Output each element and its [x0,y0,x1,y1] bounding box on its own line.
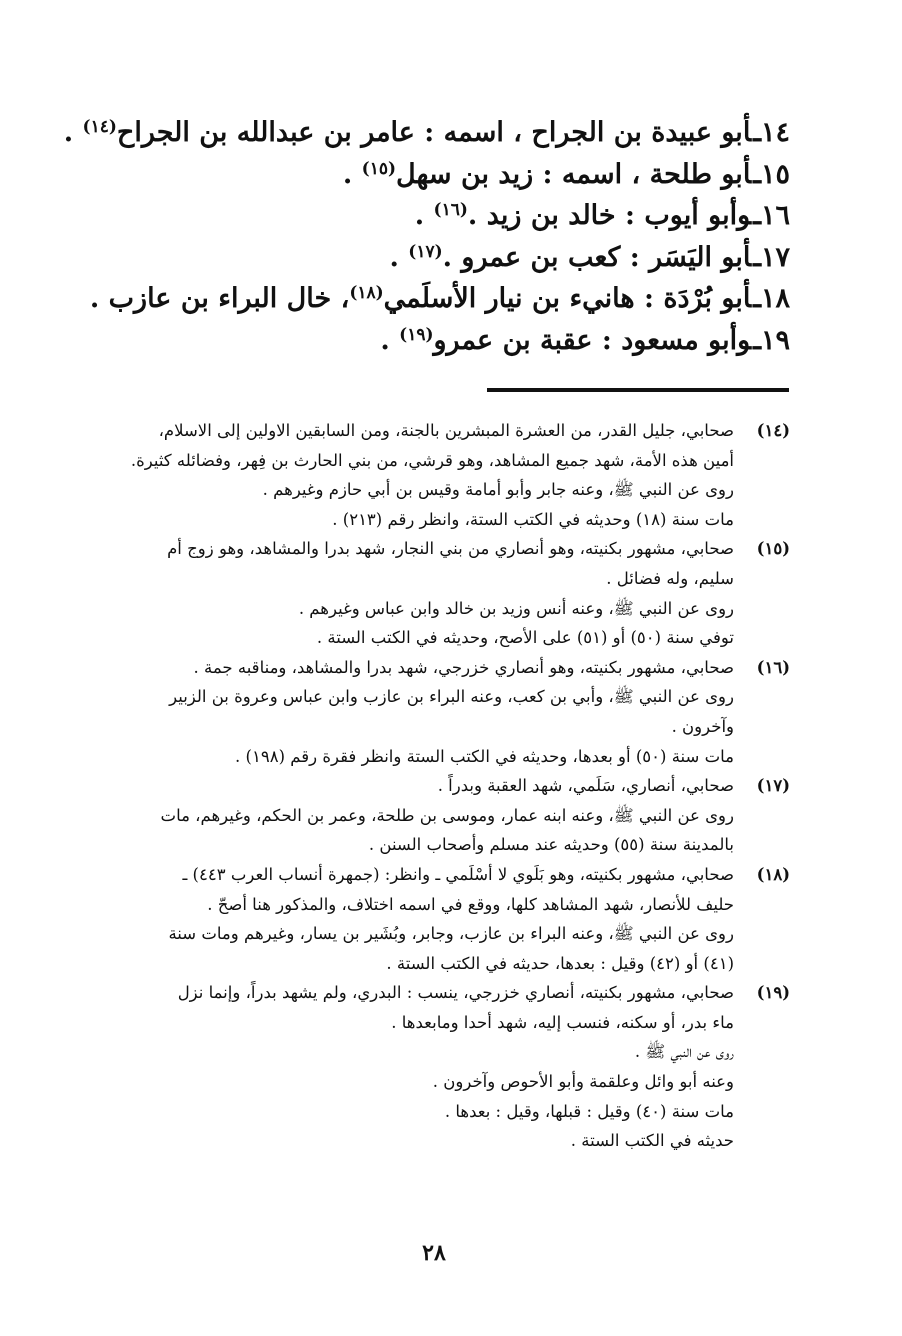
footnote-line: أمين هذه الأمة، شهد جميع المشاهد، وهو قرشي، من بني الحارث بن فِهر، وفضائله كثيرة. [130,450,734,470]
footnote-line: توفي سنة (٥٠) أو (٥١) على الأصح، وحديثه في الكتب الستة . [316,628,734,648]
entry-number: ١٥ـ [753,158,790,190]
entry-end: . [63,117,83,148]
footnote-line: روى عن النبي ﷺ، وعنه جابر وأبو أمامة وقيس بن أبي حازم وغيرهم . [262,480,734,500]
footnote-line: سليم، وله فضائل . [606,568,734,588]
footnote-line: ماء بدر، أو سكنه، فنسب إليه، شهد أحدا ومابعدها . [391,1012,734,1032]
footnote-line: مات سنة (٥٠) أو بعدها، وحديثه في الكتب الستة وانظر فقرة رقم (١٩٨) . [235,746,734,766]
footnote-separator [487,388,789,392]
footnote-line: بالمدينة سنة (٥٥) وحديثه عند مسلم وأصحاب السنن . [368,835,734,855]
entry-text: أبو اليَسَر : كعب بن عمرو . [442,241,752,273]
footnote-ref[interactable]: (١٦) [433,200,468,220]
footnote-18 [90,860,790,978]
footnote-19 [90,978,790,1156]
entry-end: . [389,241,409,273]
entry-end: . [342,158,362,190]
footnotes [90,416,790,1156]
footnote-number: (١٧) [756,776,790,796]
companion-entry-18 [70,278,790,320]
footnote-line: مات سنة (٤٠) وقيل : قبلها، وقيل : بعدها . [444,1101,734,1121]
entry-end: ، خال البراء بن عازب . [89,283,350,314]
footnote-line: صحابي، مشهور بكنيته، أنصاري خزرجي، ينسب : البدري، ولم يشهد بدراً، وإنما نزل [177,983,734,1003]
footnote-line: صحابي، مشهور بكنيته، وهو أنصاري من بني النجار، شهد بدرا والمشاهد، وهو زوج أم [167,539,734,559]
footnote-line: (٤١) أو (٤٢) وقيل : بعدها، حديثه في الكتب الستة . [386,953,734,973]
footnote-line: صحابي، مشهور بكنيته، وهو بَلَوي لا أسْلَمي ـ وانظر: (جمهرة أنساب العرب ٤٤٣) ـ [182,864,734,884]
footnote-number: (١٥) [756,539,790,559]
companion-entry-16 [70,195,790,237]
footnote-ref[interactable]: (١٤) [82,117,117,137]
entry-text: أبو عبيدة بن الجراح ، اسمه : عامر بن عبدالله بن الجراح [116,117,752,148]
footnote-line: صحابي، مشهور بكنيته، وهو أنصاري خزرجي، شهد بدرا والمشاهد، ومناقبه جمة . [193,657,734,677]
footnote-line: وعنه أبو وائل وعلقمة وأبو الأحوص وآخرون . [432,1072,734,1092]
footnote-line: حليف للأنصار، شهد المشاهد كلها، ووقع في اسمه اختلاف، والمذكور هنا أصحّ . [207,894,734,914]
entry-number: ١٨ـ [753,283,790,314]
companion-entry-15 [70,154,790,196]
footnote-line: وآخرون . [671,716,734,736]
footnote-line: روى عن النبي ﷺ، وعنه البراء بن عازب، وجابر، وبُشَير بن يسار، وغيرهم ومات سنة [168,924,734,944]
footnote-number: (١٤) [756,421,790,440]
entry-end: . [380,324,400,356]
footnote-line: مات سنة (١٨) وحديثه في الكتب الستة، وانظر رقم (٢١٣) . [332,509,734,529]
footnote-line: روى عن النبي ﷺ، وعنه ابنه عمار، وموسى بن طلحة، وعمر بن الحكم، وغيرهم، مات [160,805,734,825]
footnote-line: روى عن النبي ﷺ، وأبي بن كعب، وعنه البراء بن عازب وابن عباس وعروة بن الزبير [169,687,734,707]
footnote-line: صحابي، أنصاري، سَلَمي، شهد العقبة وبدراً . [437,776,734,796]
footnote-ref[interactable]: (١٧) [408,241,443,262]
companions-list [63,112,790,361]
footnote-number: (١٦) [756,657,790,677]
footnote-line: صحابي، جليل القدر، من العشرة المبشرين بالجنة، ومن السابقين الاولين إلى الاسلام، [158,421,734,440]
entry-end: . [414,200,434,231]
entry-number: ١٦ـ [753,200,790,231]
footnote-number: (١٨) [756,864,790,884]
entry-text: أبو بُرْدَة : هانيء بن نيار الأسلَمي [383,283,752,314]
entry-number: ١٤ـ [753,117,790,148]
entry-number: ١٩ـ [753,324,790,356]
entry-text: وأبو أيوب : خالد بن زيد . [467,200,752,231]
footnote-line: حديثه في الكتب الستة . [570,1131,734,1151]
entry-text: وأبو مسعود : عقبة بن عمرو [433,324,752,356]
footnote-14 [90,416,790,534]
footnote-15 [90,534,790,652]
footnote-line: روى عن النبي ﷺ، وعنه أنس وزيد بن خالد وابن عباس وغيرهم . [298,598,734,618]
footnote-ref[interactable]: (١٨) [349,283,384,303]
footnote-line: روى عن النبي ﷺ . [634,1042,734,1062]
page-number: ٢٨ [422,1240,446,1266]
footnote-ref[interactable]: (١٥) [361,158,397,179]
entry-number: ١٧ـ [753,241,790,273]
footnote-number: (١٩) [756,983,790,1003]
footnote-ref[interactable]: (١٩) [399,324,434,345]
entry-text: أبو طلحة ، اسمه : زيد بن سهل [396,158,752,190]
footnote-17 [90,771,790,860]
footnote-16 [90,653,790,771]
companion-entry-14 [63,112,790,154]
companion-entry-17 [70,237,790,279]
companion-entry-19 [70,320,790,362]
